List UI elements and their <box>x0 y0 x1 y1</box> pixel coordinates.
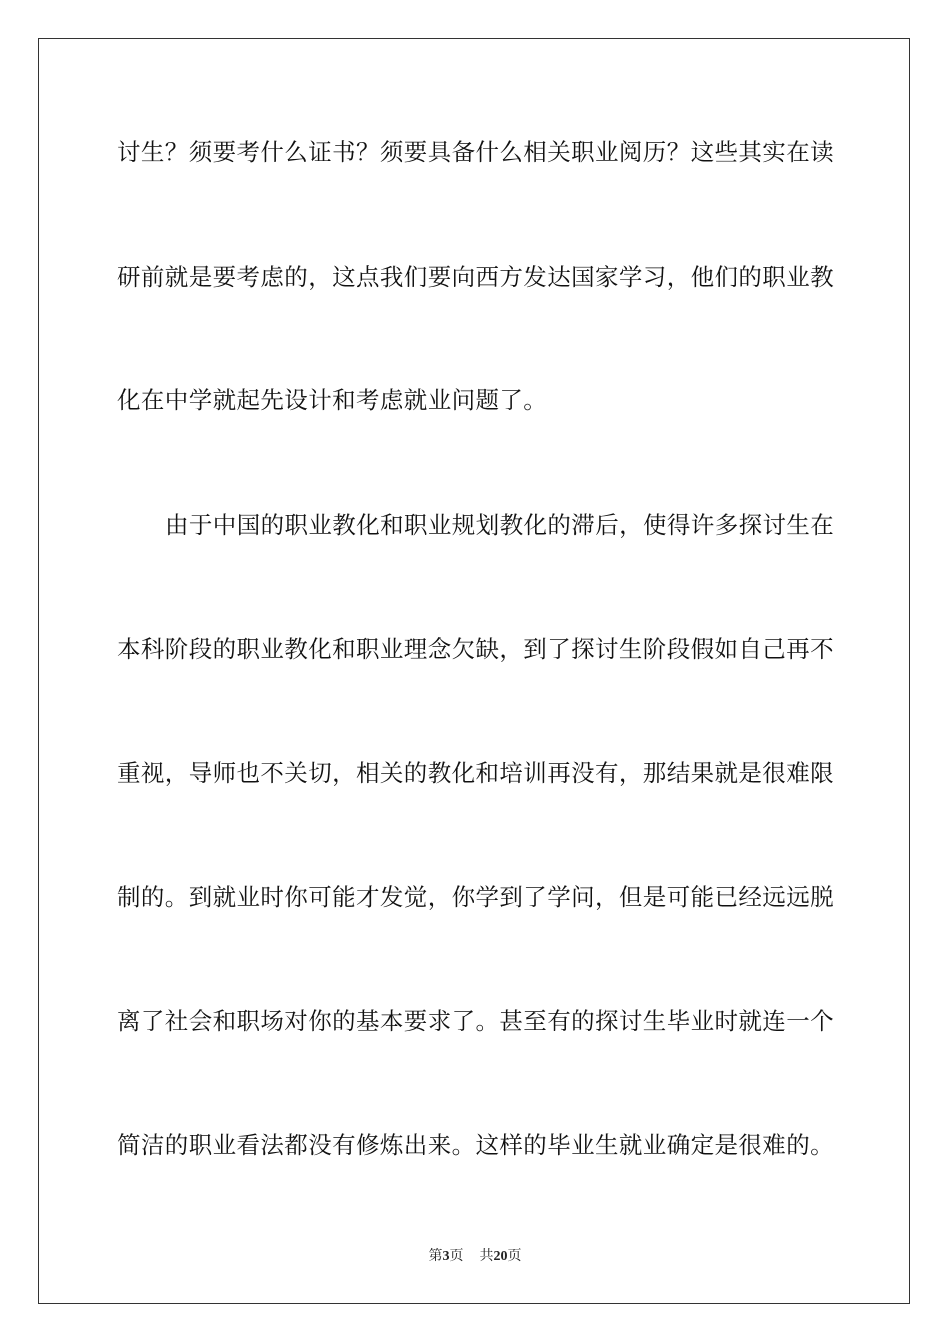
page-footer <box>0 1246 950 1267</box>
total-prefix: 共 <box>479 1248 494 1264</box>
page-number: 3 <box>442 1249 450 1264</box>
text-line: 本科阶段的职业教化和职业理念欠缺，到了探讨生阶段假如自己再不 <box>117 635 834 663</box>
text-line: 离了社会和职场对你的基本要求了。甚至有的探讨生毕业时就连一个 <box>117 1007 834 1035</box>
total-suffix: 页 <box>507 1248 522 1264</box>
text-line: 简洁的职业看法都没有修炼出来。这样的毕业生就业确定是很难的。 <box>117 1131 834 1159</box>
text-line: 讨生？须要考什么证书？须要具备什么相关职业阅历？这些其实在读 <box>117 138 834 166</box>
text-line: 研前就是要考虑的，这点我们要向西方发达国家学习，他们的职业教 <box>117 263 834 291</box>
text-line: 重视，导师也不关切，相关的教化和培训再没有，那结果就是很难限 <box>117 759 834 787</box>
page-prefix: 第 <box>428 1248 443 1264</box>
paragraph-first-line: 由于中国的职业教化和职业规划教化的滞后，使得许多探讨生在 <box>165 511 835 539</box>
text-line: 化在中学就起先设计和考虑就业问题了。 <box>117 386 548 414</box>
page-suffix: 页 <box>449 1248 464 1264</box>
text-line: 制的。到就业时你可能才发觉，你学到了学问，但是可能已经远远脱 <box>117 883 834 911</box>
page-border <box>38 38 910 1304</box>
total-pages: 20 <box>493 1249 508 1264</box>
